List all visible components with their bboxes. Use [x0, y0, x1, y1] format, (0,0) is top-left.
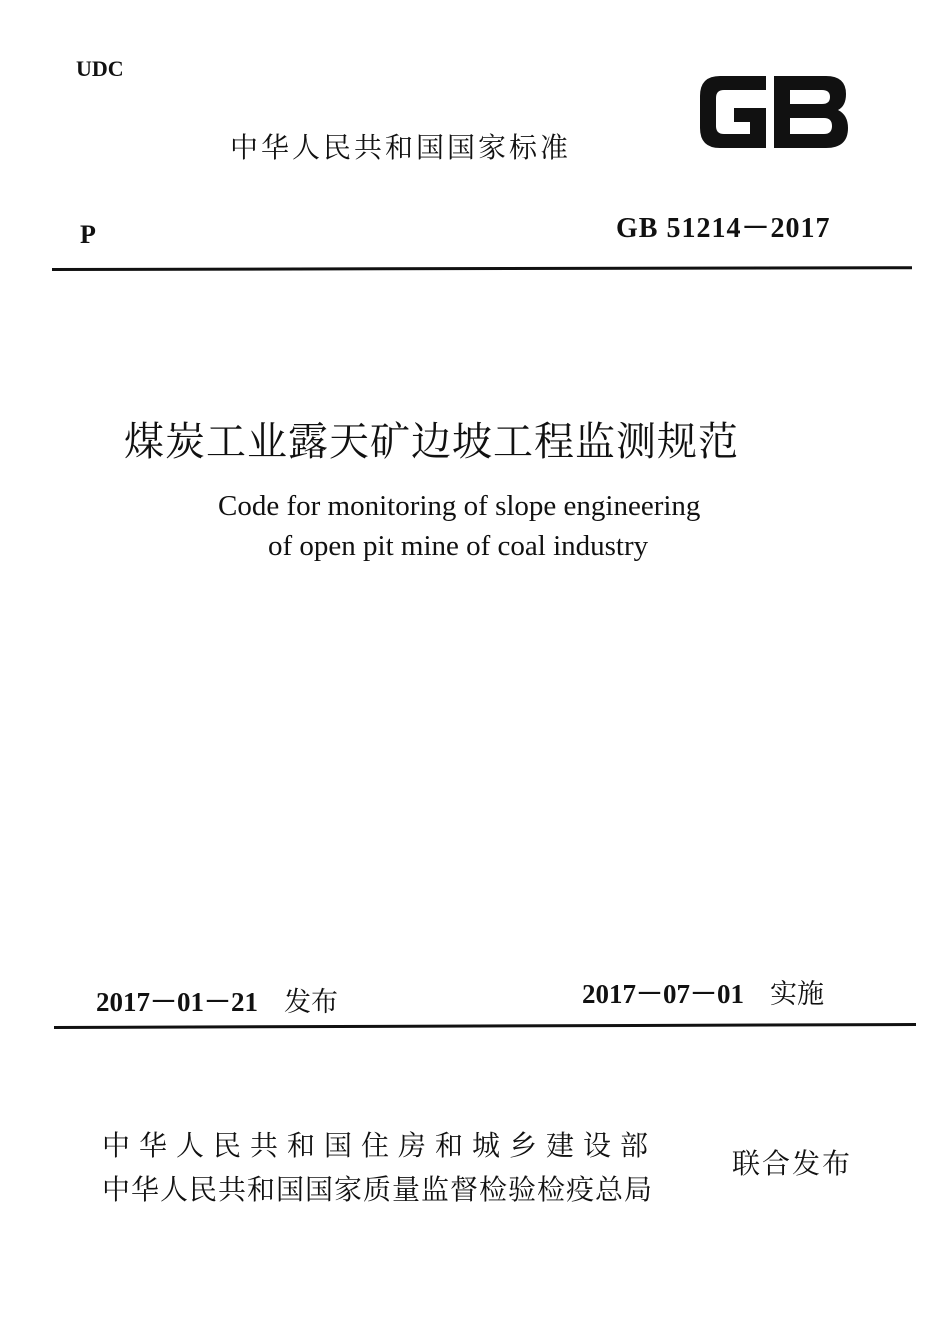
title-english-line1: Code for monitoring of slope engineering: [218, 490, 701, 522]
joint-publish-label: 联合发布: [732, 1147, 853, 1180]
implement-date-block: [582, 972, 824, 1011]
gb-logo-icon: [694, 55, 854, 154]
title-english-line2: of open pit mine of coal industry: [268, 530, 649, 562]
udc-label: UDC: [76, 56, 124, 81]
top-divider: [52, 266, 912, 271]
title-chinese: 煤炭工业露天矿边坡工程监测规范: [124, 419, 739, 465]
implement-label: 实施: [770, 979, 824, 1010]
issue-date-block: [96, 980, 338, 1019]
issue-label: 发布: [284, 987, 338, 1018]
category-code: P: [80, 220, 96, 249]
issue-date: 2017－01－21: [96, 987, 258, 1017]
publisher-line1: 中华人民共和国住房和城乡建设部: [102, 1129, 658, 1162]
national-standard-heading: 中华人民共和国国家标准: [230, 131, 572, 164]
gb-logo-text: GB: [694, 55, 718, 74]
standard-code: GB 51214－2017: [616, 213, 831, 244]
publisher-line2: 中华人民共和国国家质量监督检验检疫总局: [102, 1173, 654, 1206]
implement-date: 2017－07－01: [582, 979, 744, 1009]
bottom-divider: [54, 1023, 916, 1029]
gb-logo: [694, 55, 854, 154]
